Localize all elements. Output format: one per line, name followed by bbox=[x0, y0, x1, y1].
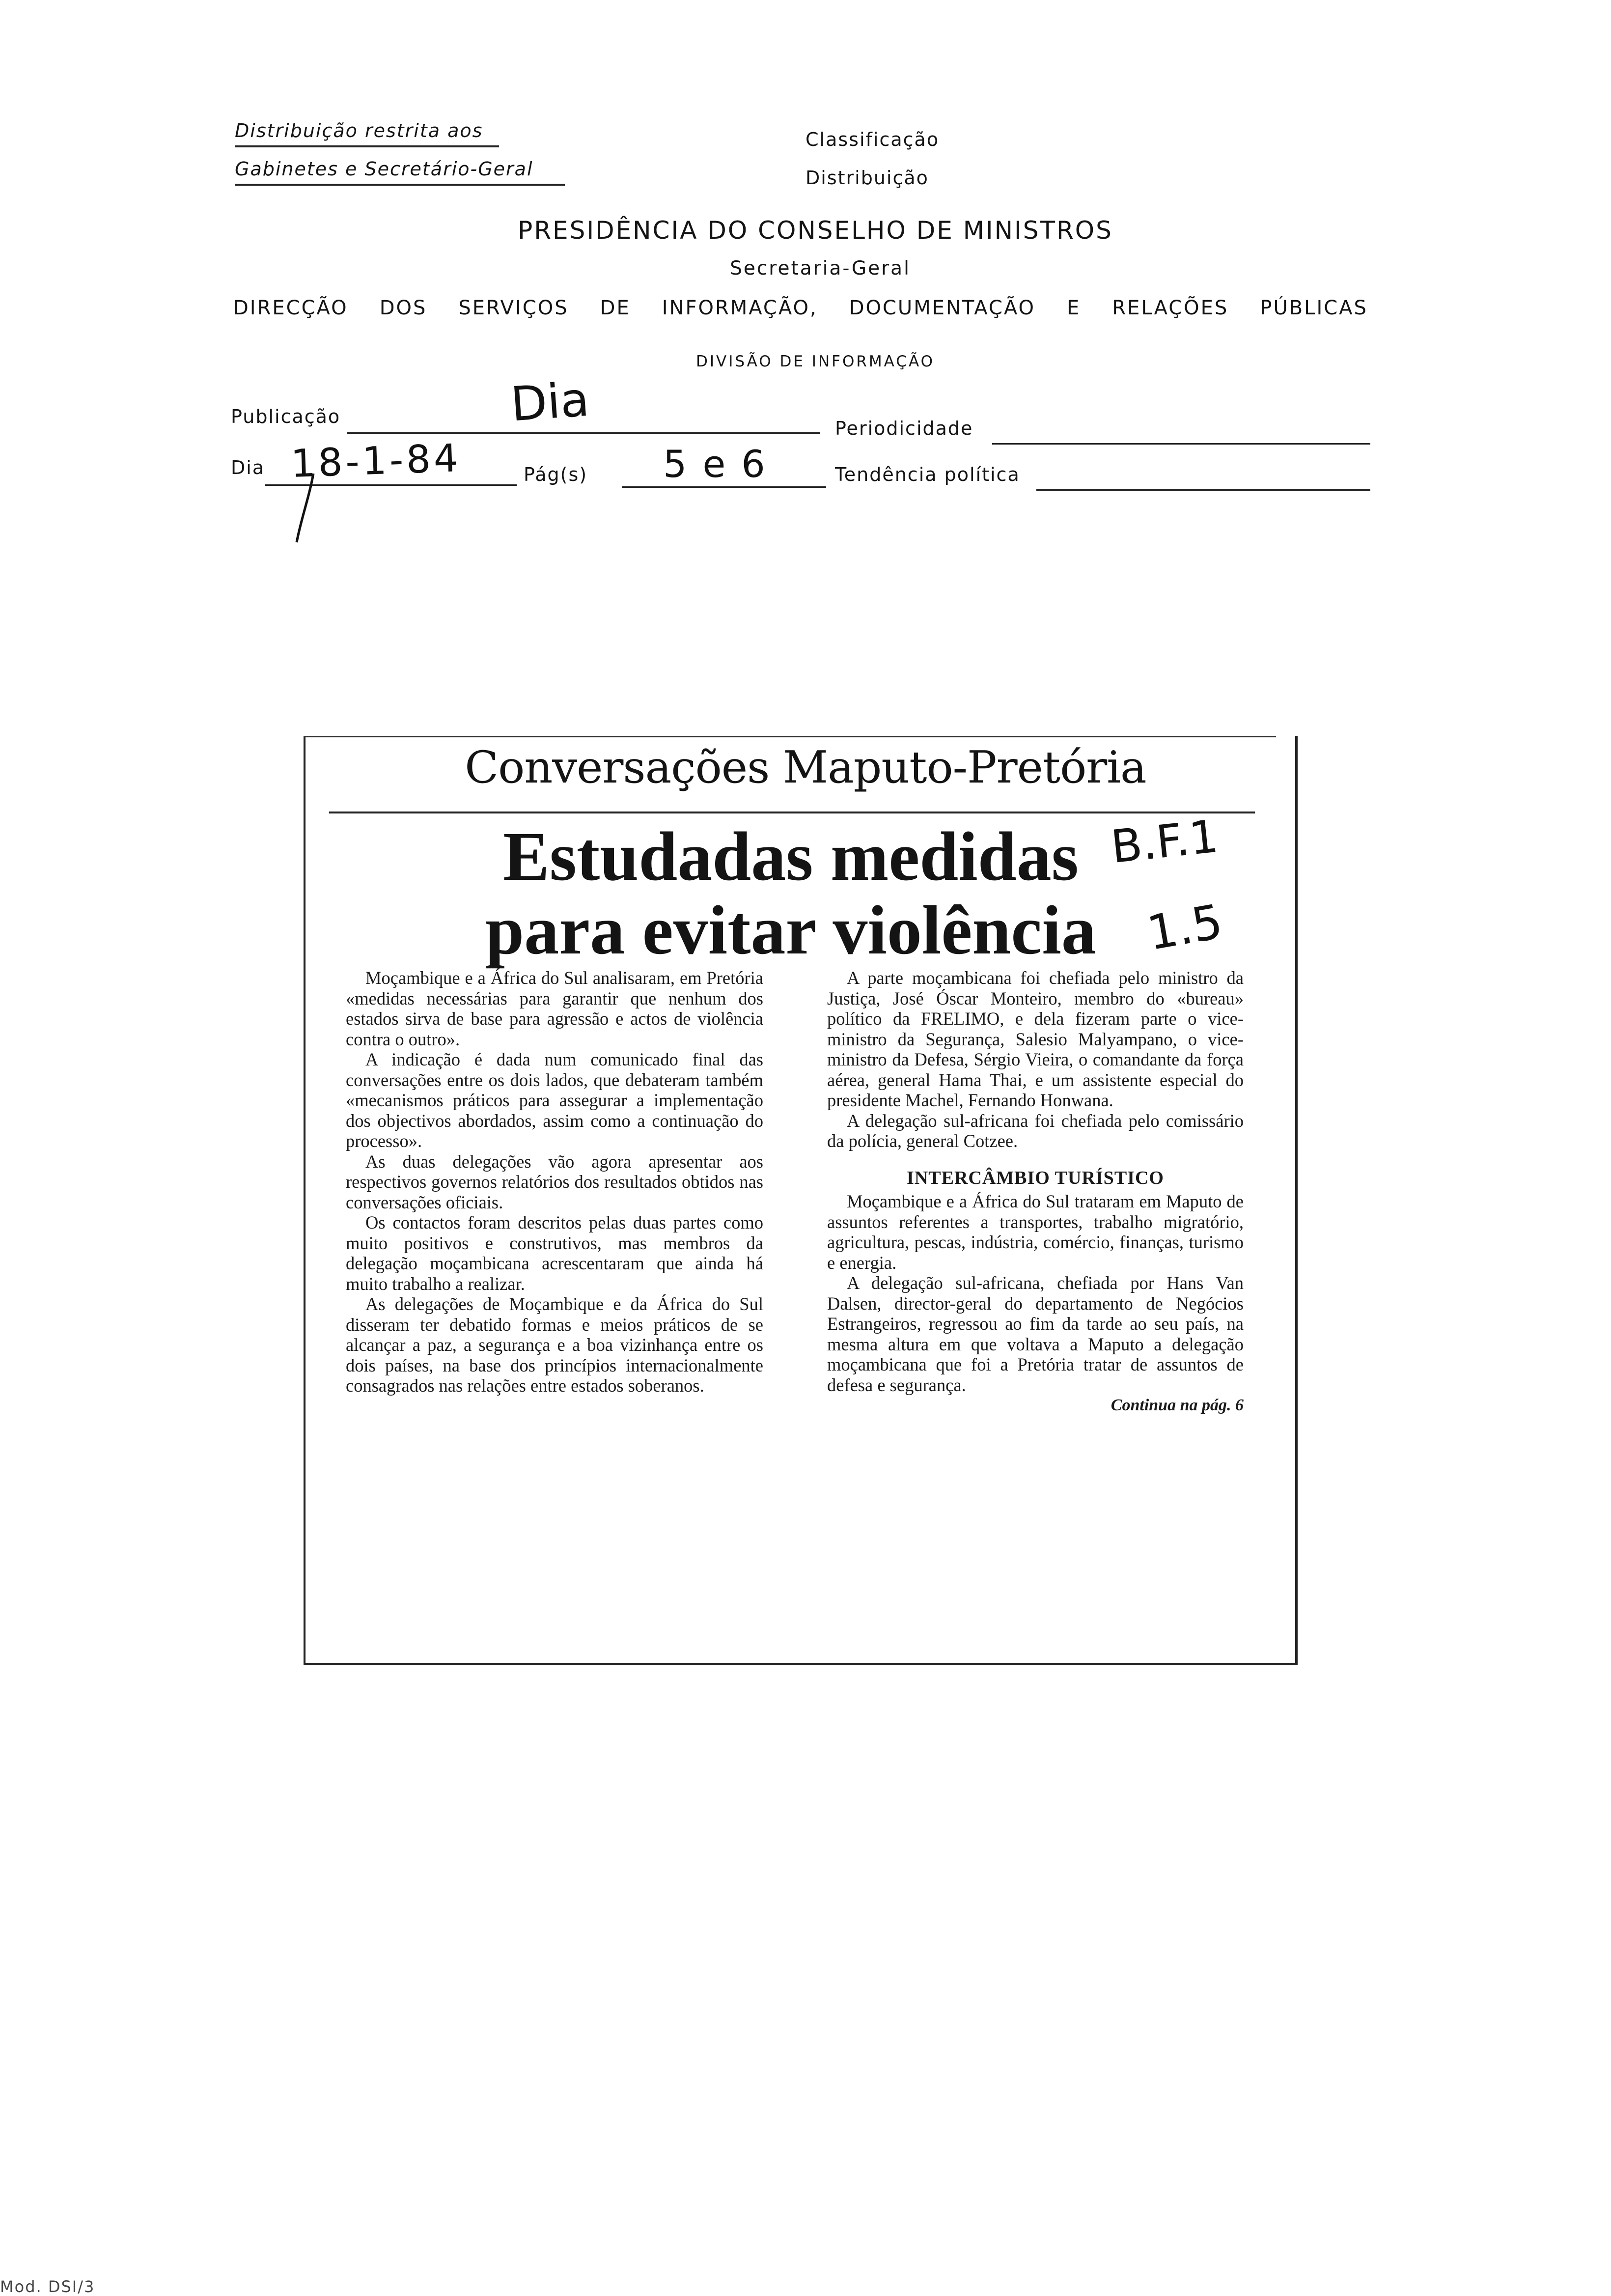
article-paragraph: Moçambique e a África do Sul trataram em Maputo de assuntos referentes a transportes, trabalho migratório, agricultura, pescas, indústria, comércio, finanças, turismo e energia. bbox=[827, 1191, 1244, 1273]
pages-label: Pág(s) bbox=[524, 464, 588, 485]
article-paragraph: Moçambique e a África do Sul analisaram, em Pretória «medidas necessárias para garantir que nenhum dos estados sirva de base para agressão e actos de violência contra o outro». bbox=[346, 968, 763, 1049]
restriction-underline-1 bbox=[235, 145, 499, 147]
form-code: Mod. DSI/3 bbox=[0, 2277, 95, 2296]
clipping-top-edge bbox=[304, 736, 1276, 737]
article-paragraph: Os contactos foram descritos pelas duas partes como muito positivos e construtivos, mas membros da delegação moçambicana acrescentaram que ainda há muito trabalho a realizar. bbox=[346, 1212, 763, 1294]
handwritten-annotation-bottom: 1.5 bbox=[1143, 894, 1227, 961]
directorate-word: RELAÇÕES bbox=[1112, 297, 1229, 319]
distribution-label: Distribuição bbox=[806, 167, 929, 189]
restriction-underline-2 bbox=[235, 184, 565, 186]
article-left-column bbox=[346, 968, 763, 1396]
periodicity-label: Periodicidade bbox=[835, 418, 973, 439]
division-label: DIVISÃO DE INFORMAÇÃO bbox=[695, 353, 935, 370]
pages-handwritten-value: 5 e 6 bbox=[663, 442, 767, 486]
restriction-line-2: Gabinetes e Secretário-Geral bbox=[235, 158, 533, 180]
handwritten-annotation-top: B.F.1 bbox=[1109, 810, 1221, 874]
directorate-word: E bbox=[1067, 297, 1081, 319]
directorate-line bbox=[233, 297, 1368, 319]
day-handwritten-value: 18-1-84 bbox=[290, 436, 462, 487]
article-subhead: INTERCÂMBIO TURÍSTICO bbox=[907, 1167, 1164, 1188]
tendency-field-line bbox=[1036, 489, 1370, 491]
day-pen-stroke bbox=[290, 472, 319, 545]
directorate-word: DE bbox=[600, 297, 631, 319]
directorate-word: DOCUMENTAÇÃO bbox=[849, 297, 1035, 319]
article-paragraph: As duas delegações vão agora apresentar aos respectivos governos relatórios dos resultados obtidos nas conversações oficiais. bbox=[346, 1151, 763, 1212]
article-headline-line-1: Estudadas medidas bbox=[503, 817, 1079, 895]
article-headline-line-2: para evitar violência bbox=[485, 891, 1096, 969]
article-paragraph: A delegação sul-africana, chefiada por Hans Van Dalsen, director-geral do departamento de Negócios Estrangeiros, regressou ao fim da tarde ao seu país, na mesma altura em que voltava a Maputo a delegação moçambicana que foi a Pretória tratar de assuntos de defesa e segurança. bbox=[827, 1273, 1244, 1395]
restriction-line-1: Distribuição restrita aos bbox=[235, 120, 483, 141]
directorate-word: DOS bbox=[379, 297, 427, 319]
directorate-word: SERVIÇOS bbox=[458, 297, 569, 319]
page-title: PRESIDÊNCIA DO CONSELHO DE MINISTROS bbox=[518, 216, 1113, 245]
article-right-column bbox=[827, 968, 1244, 1416]
page-subtitle: Secretaria-Geral bbox=[730, 257, 911, 280]
article-kicker: Conversações Maputo-Pretória bbox=[465, 742, 1146, 793]
kicker-rule bbox=[329, 812, 1255, 813]
directorate-word: INFORMAÇÃO, bbox=[662, 297, 818, 319]
article-paragraph: A delegação sul-africana foi chefiada pelo comissário da polícia, general Cotzee. bbox=[827, 1110, 1244, 1151]
publication-label: Publicação bbox=[231, 406, 341, 427]
tendency-label: Tendência política bbox=[835, 464, 1020, 485]
pages-field-line bbox=[622, 486, 826, 488]
publication-field-line bbox=[347, 432, 820, 434]
publication-handwritten-value: Dia bbox=[509, 371, 591, 432]
continued-on-page: Continua na pág. 6 bbox=[1111, 1396, 1244, 1414]
directorate-word: PÚBLICAS bbox=[1260, 297, 1368, 319]
classification-label: Classificação bbox=[806, 129, 940, 150]
article-paragraph: A indicação é dada num comunicado final das conversações entre os dois lados, que debateram também «mecanismos práticos para assegurar a implementação dos objectivos abordados, assim como a continuação do processo». bbox=[346, 1049, 763, 1151]
directorate-word: DIRECÇÃO bbox=[233, 297, 348, 319]
day-label: Dia bbox=[231, 457, 265, 478]
periodicity-field-line bbox=[992, 443, 1370, 445]
article-paragraph: As delegações de Moçambique e da África do Sul disseram ter debatido formas e meios práticos de se alcançar a paz, a segurança e a boa vizinhança entre os dois países, na base dos princípios internacionalmente consagrados nas relações entre estados soberanos. bbox=[346, 1294, 763, 1396]
article-paragraph: A parte moçambicana foi chefiada pelo ministro da Justiça, José Óscar Monteiro, membro do «bureau» político da FRELIMO, e dela fizeram parte o vice-ministro da Segurança, Salesio Malyampano, o vice-ministro da Defesa, Sérgio Vieira, o comandante da força aérea, general Hama Thai, e um assistente especial do presidente Machel, Fernando Honwana. bbox=[827, 968, 1244, 1110]
